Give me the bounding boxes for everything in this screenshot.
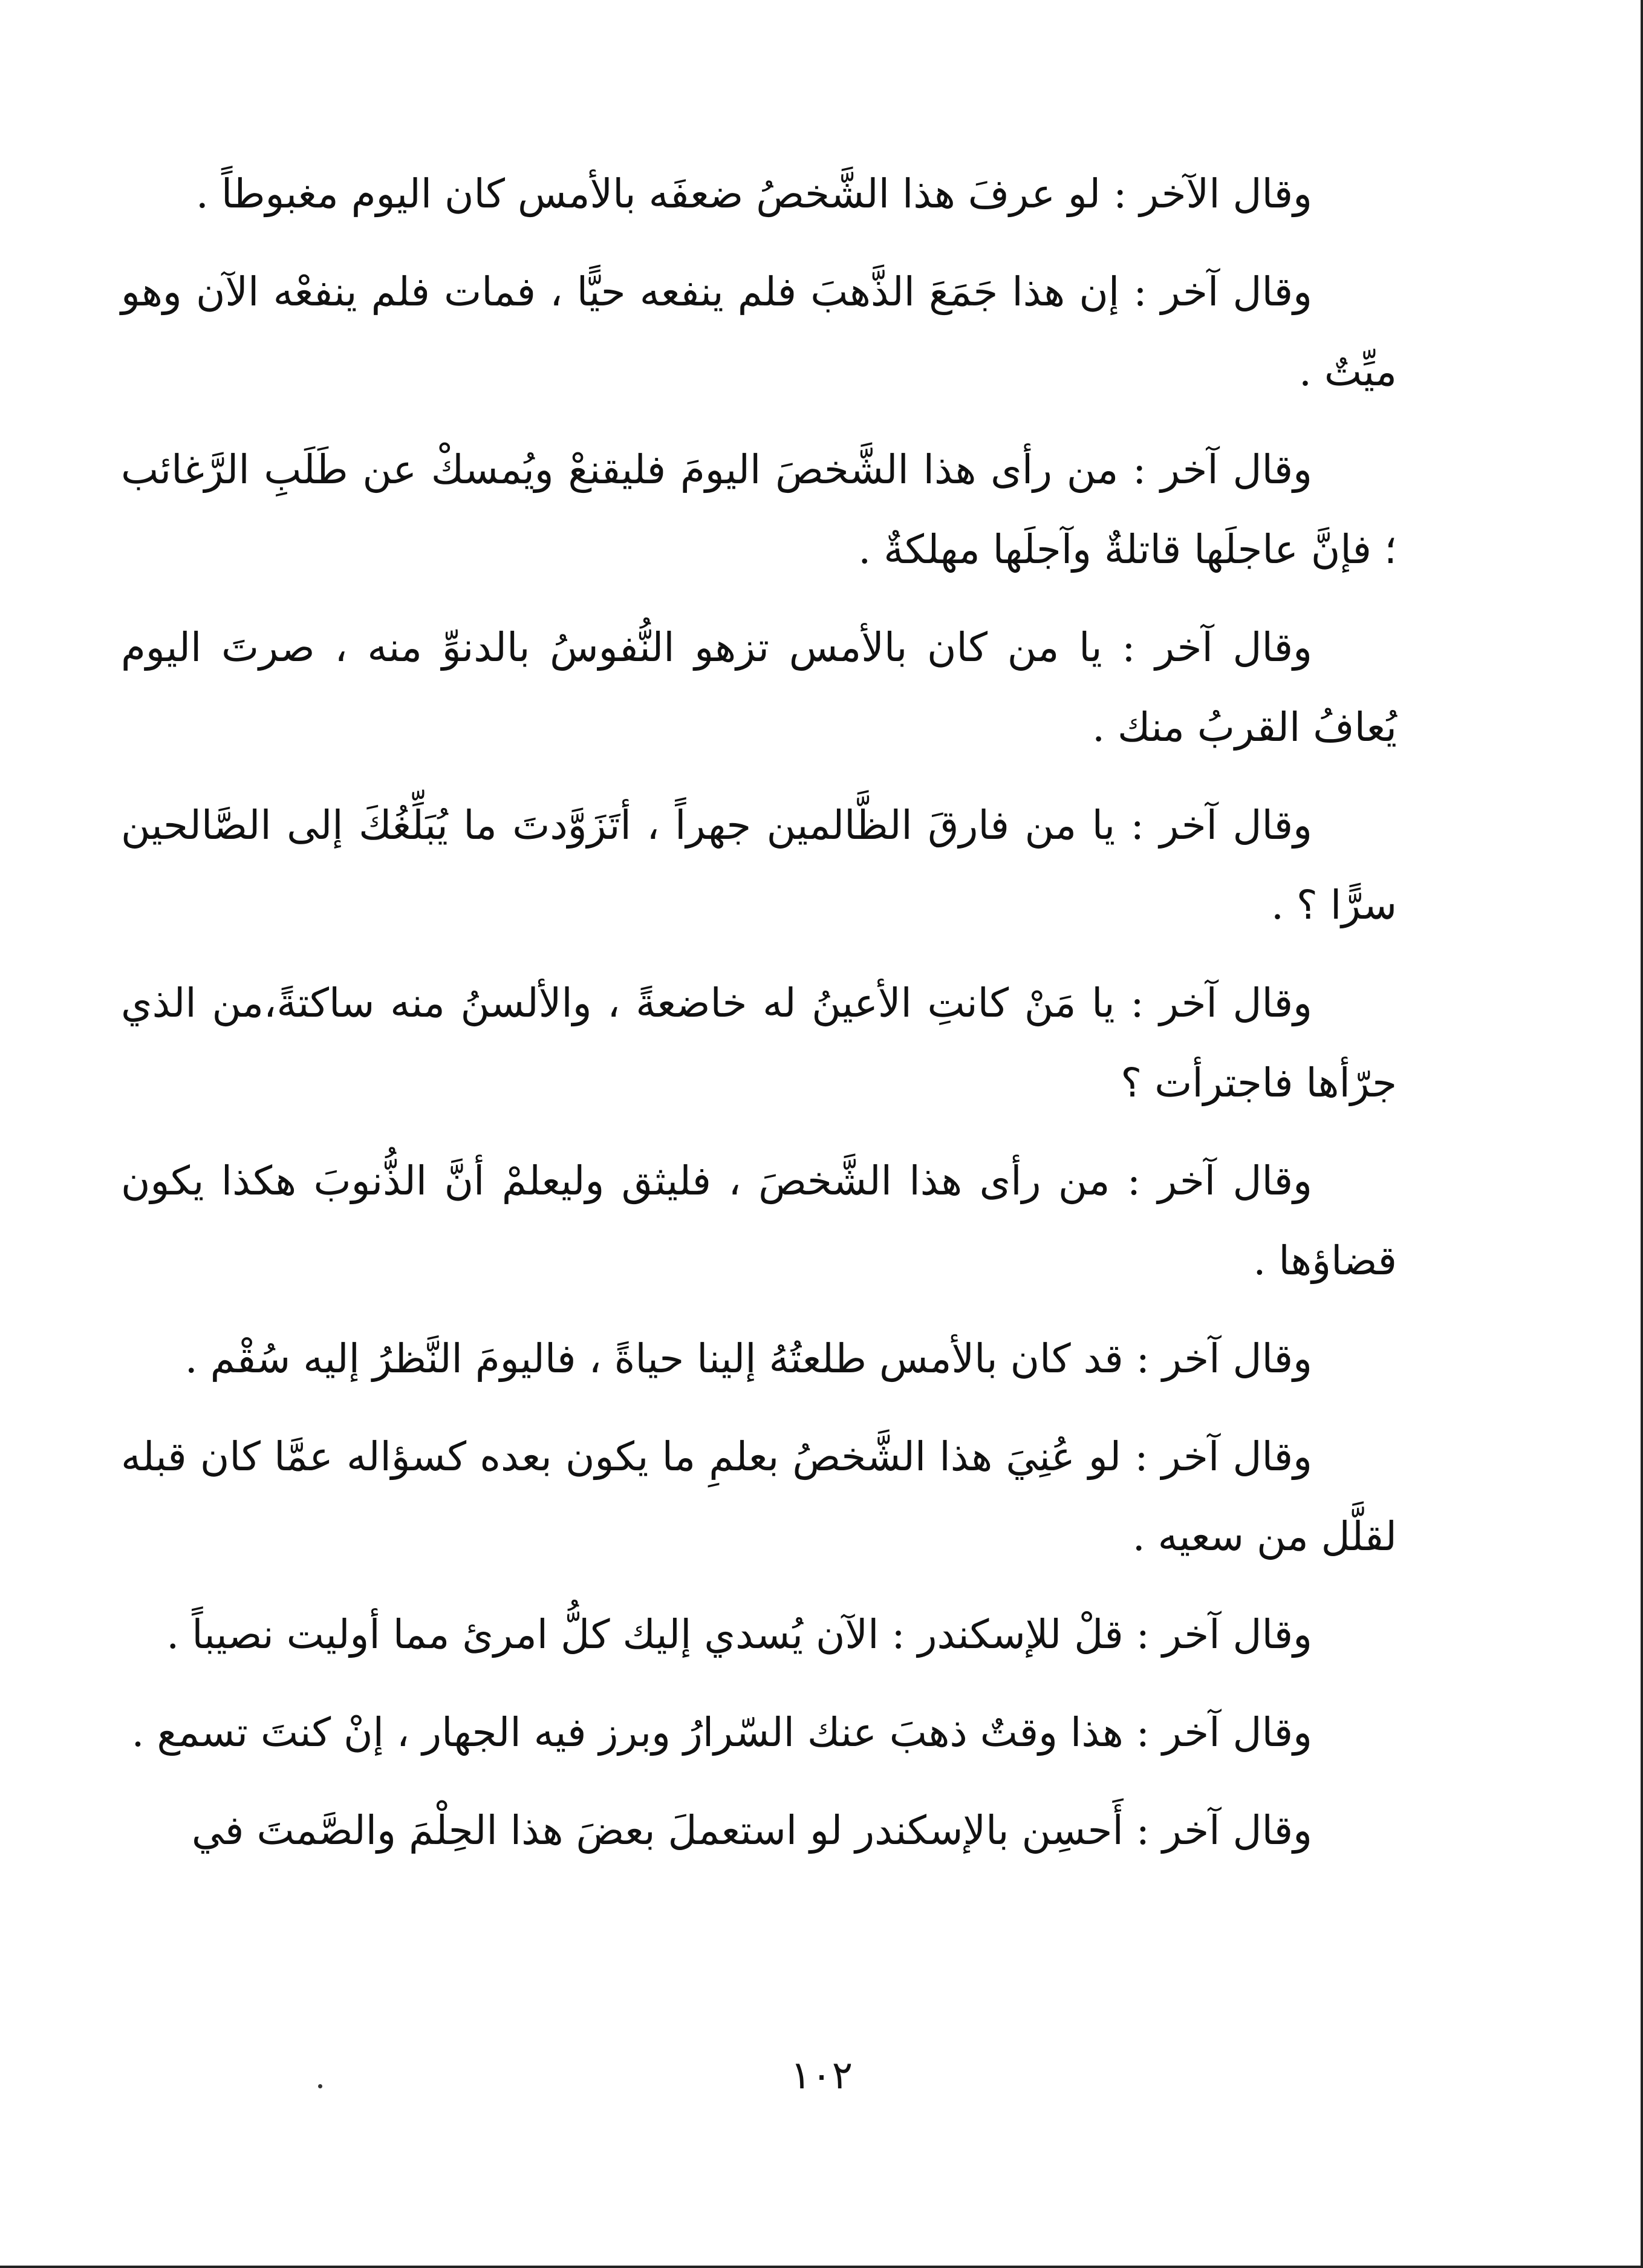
paragraph: وقال آخر : من رأى هذا الشَّخصَ اليومَ فليقنعْ ويُمسكْ عن طَلَبِ الرَّغائب ؛ فإنَّ عاجلَها قاتلةٌ وآجلَها مهلكةٌ . xyxy=(121,446,1397,573)
paragraph: وقال آخر : هذا وقتٌ ذهبَ عنك السّرارُ وبرز فيه الجهار ، إنْ كنتَ تسمع . xyxy=(131,1709,1312,1756)
paragraph: وقال آخر : إن هذا جَمَعَ الذَّهبَ فلم ينفعه حيًّا ، فمات فلم ينفعْه الآن وهو ميِّتٌ . xyxy=(121,269,1397,395)
paragraph: وقال آخر : قد كان بالأمس طلعتُهُ إلينا حياةً ، فاليومَ النَّظرُ إليه سُقْم . xyxy=(184,1335,1312,1382)
paragraph: وقال آخر : قلْ للإسكندر : الآن يُسدي إليك كلُّ امرئ مما أوليت نصيباً . xyxy=(166,1611,1312,1658)
paragraph: وقال آخر : يا مَنْ كانتِ الأعينُ له خاضعةً ، والألسنُ منه ساكتةً،من الذي جرّأها فاجترأت ؟ xyxy=(121,980,1397,1106)
page-number: ١٠٢ xyxy=(790,2053,853,2098)
paragraph: وقال آخر : من رأى هذا الشَّخصَ ، فليثق وليعلمْ أنَّ الذُّنوبَ هكذا يكون قضاؤها . xyxy=(121,1158,1397,1284)
paragraph: وقال الآخر : لو عرفَ هذا الشَّخصُ ضعفَه بالأمس كان اليوم مغبوطاً . xyxy=(195,171,1312,217)
scan-speck xyxy=(318,2084,322,2088)
body-text xyxy=(121,154,1397,1889)
scan-edge-right xyxy=(1641,0,1643,2268)
paragraph: وقال آخر : يا من فارقَ الظَّالمين جهراً ، أتَزَوَّدتَ ما يُبَلِّغُكَ إلى الصَّالحين سرًّا ؟ . xyxy=(121,802,1397,928)
paragraph: وقال آخر : يا من كان بالأمس تزهو النُّفوسُ بالدنوِّ منه ، صرتَ اليوم يُعافُ القربُ منك . xyxy=(121,624,1397,751)
paragraph: وقال آخر : لو عُنِيَ هذا الشَّخصُ بعلمِ ما يكون بعده كسؤاله عمَّا كان قبله لقلَّل من سعيه . xyxy=(121,1433,1397,1560)
scan-edge-bottom xyxy=(0,2266,1643,2268)
paragraph: وقال آخر : أَحسِن بالإسكندر لو استعملَ بعضَ هذا الحِلْمَ والصَّمتَ في xyxy=(191,1807,1312,1854)
